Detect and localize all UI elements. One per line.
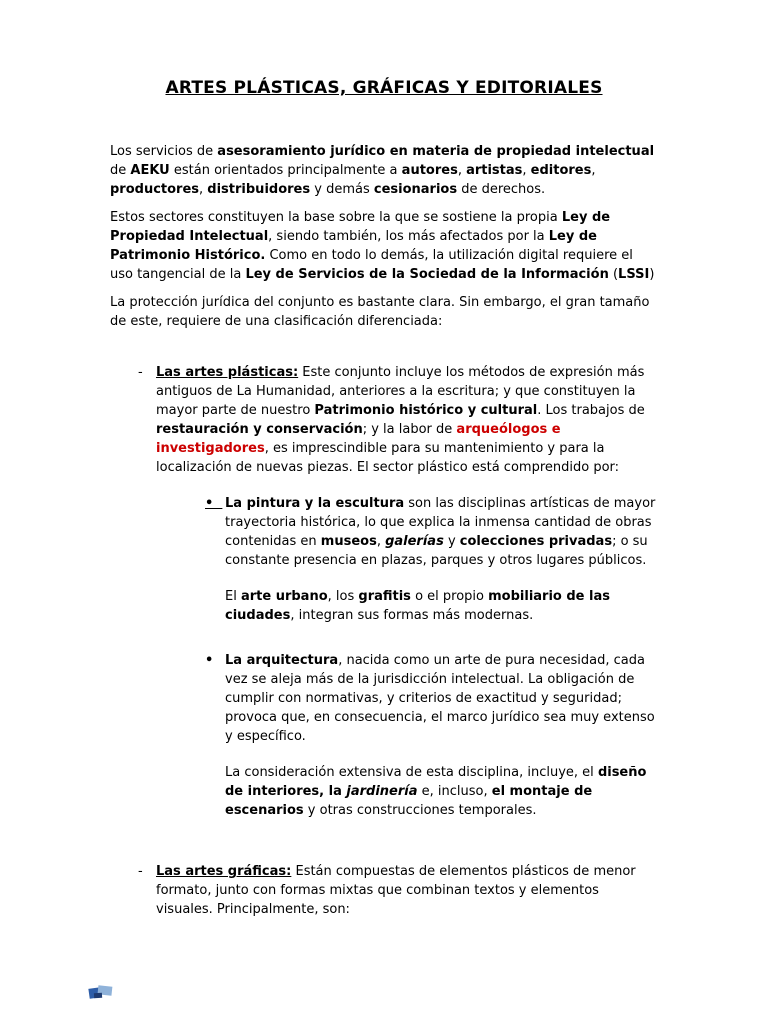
text-run: La consideración extensiva de esta disciplina, incluye, el: [225, 765, 598, 780]
text-run: ): [649, 267, 655, 282]
text-run: , integran sus formas más modernas.: [290, 608, 534, 623]
text-run: La protección jurídica del conjunto es bastante clara. Sin embargo, el gran tamaño de este, requiere de una clasificación diferenciada:: [110, 295, 650, 329]
text-run: museos: [320, 534, 377, 549]
text-run: ,: [591, 163, 596, 178]
text-run: de derechos.: [457, 182, 546, 197]
text-run: Ley de Patrimonio Histórico.: [110, 229, 597, 263]
text-run: AEKU: [130, 163, 170, 178]
text-run: distribuidores: [207, 182, 311, 197]
blue-fragment-icon: [88, 984, 116, 1000]
list-item-bullet: [110, 651, 658, 746]
continuation-paragraph: [110, 587, 658, 625]
text-run: ,: [376, 534, 386, 549]
text-run: Ley de Servicios de la Sociedad de la Información: [245, 267, 609, 282]
text-run: mobiliario de las ciudades: [225, 589, 610, 623]
text-run: el montaje de escenarios: [225, 784, 593, 818]
text-run: (: [608, 267, 619, 282]
paragraph: [110, 208, 658, 284]
list-item-text: [225, 651, 658, 746]
text-run: Este conjunto incluye los métodos de expresión más antiguos de La Humanidad, anteriores a la escritura; y que constituyen la mayor parte de nuestro: [156, 365, 645, 418]
text-run: , es imprescindible para su mantenimiento y para la localización de nuevas piezas. El sector plástico está comprendido por:: [156, 441, 620, 475]
text-run: asesoramiento jurídico en materia de propiedad intelectual: [217, 144, 655, 159]
text-run: artistas: [466, 163, 523, 178]
bullet-marker: •: [205, 496, 223, 511]
text-run: Estos sectores constituyen la base sobre la que se sostiene la propia: [110, 210, 562, 225]
bullet-marker: •: [205, 653, 214, 668]
text-run: , nacida como un arte de pura necesidad, cada vez se aleja más de la jurisdicción intelectual. La obligación de cumplir con normativas, y criterios de exactitud y seguridad; provoca que, en consecuencia, el marco jurídico sea muy extenso y específico.: [225, 653, 655, 744]
text-run: de: [110, 163, 131, 178]
text-run: ,: [522, 163, 531, 178]
text-run: arte urbano: [240, 589, 328, 604]
text-run: y otras construcciones temporales.: [303, 803, 537, 818]
text-run: están orientados principalmente a: [169, 163, 402, 178]
text-run: e, incluso,: [417, 784, 492, 799]
text-run: ,: [199, 182, 208, 197]
text-run: , siendo también, los más afectados por la: [268, 229, 549, 244]
list-item-dash: [110, 862, 658, 919]
text-run: La pintura y la escultura: [225, 496, 405, 511]
text-run: son las disciplinas artísticas de mayor trayectoria histórica, lo que explica la inmensa cantidad de obras contenidas en: [225, 496, 656, 549]
text-run: Como en todo lo demás, la utilización digital requiere el uso tangencial de la: [110, 248, 633, 282]
text-run: productores: [110, 182, 200, 197]
text-run: ; o su constante presencia en plazas, parques y otros lugares públicos.: [225, 534, 648, 568]
text-run: galerías: [385, 534, 444, 549]
text-run: jardinería: [346, 784, 418, 799]
text-run: autores: [401, 163, 458, 178]
text-run: Los servicios de: [110, 144, 218, 159]
text-run: ; y la labor de: [362, 422, 457, 437]
document-content: [110, 78, 658, 919]
text-run: cesionarios: [373, 182, 458, 197]
text-run: Las artes gráficas:: [156, 864, 292, 879]
list-item-text: [156, 862, 658, 919]
text-run: . Los trabajos de: [537, 403, 645, 418]
text-run: y: [443, 534, 460, 549]
text-run: colecciones privadas: [459, 534, 613, 549]
text-run: o el propio: [410, 589, 489, 604]
text-run: editores: [530, 163, 592, 178]
text-run: grafitis: [358, 589, 411, 604]
text-run: y demás: [310, 182, 374, 197]
text-run: El: [225, 589, 241, 604]
text-run: , los: [327, 589, 359, 604]
list-item-text: [156, 363, 658, 477]
text-run: restauración y conservación: [156, 422, 363, 437]
text-run: LSSI: [618, 267, 650, 282]
page-title: ARTES PLÁSTICAS, GRÁFICAS Y EDITORIALES: [165, 78, 603, 98]
continuation-paragraph: [110, 763, 658, 820]
dash-marker: -: [138, 365, 143, 380]
list-item-text: [225, 494, 658, 570]
list-item-bullet: [110, 494, 658, 570]
text-run: Patrimonio histórico y cultural: [314, 403, 538, 418]
text-run: arqueólogos e investigadores: [156, 422, 561, 456]
text-run: Están compuestas de elementos plásticos de menor formato, junto con formas mixtas que combinan textos y elementos visuales. Principalmente, son:: [156, 864, 636, 917]
paragraph: [110, 142, 658, 199]
list-item-dash: [110, 363, 658, 477]
text-run: diseño de interiores, la: [225, 765, 647, 799]
paragraph: [110, 293, 658, 331]
text-run: Ley de Propiedad Intelectual: [110, 210, 611, 244]
text-run: ,: [457, 163, 467, 178]
document-body: [110, 142, 658, 919]
text-run: Las artes plásticas:: [156, 365, 299, 380]
text-run: La arquitectura: [225, 653, 339, 668]
dash-marker: -: [138, 864, 143, 879]
